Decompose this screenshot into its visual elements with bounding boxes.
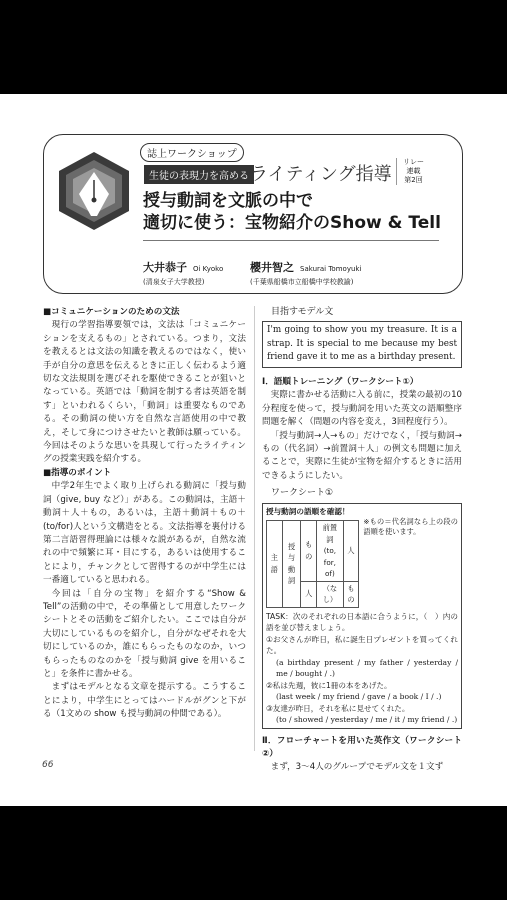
page-number: 66 xyxy=(42,760,54,770)
question-words: (to / showed / yesterday / me / it / my friend / .) xyxy=(276,715,458,725)
article-title xyxy=(143,190,441,234)
worksheet-heading: ワークシート① xyxy=(271,488,334,499)
relay-badge xyxy=(396,158,424,185)
worksheet-note: ※もの＝代名詞なら上の段の語順を使います。 xyxy=(363,517,458,537)
paragraph: まず，3～4人のグループでモデル文を１文ず xyxy=(270,762,444,773)
series-label: 生徒の表現力を高める xyxy=(144,165,254,184)
section-heading: Ⅰ．語順トレーニング（ワークシート①） xyxy=(262,376,419,387)
author-name: 大井恭子 xyxy=(143,261,187,274)
table-cell: 人 xyxy=(301,581,317,607)
word-order-table xyxy=(266,520,359,608)
left-column xyxy=(43,306,246,722)
paragraph: 「授与動詞→人→もの」だけでなく，「授与動詞→もの（代名詞）→前置詞＋人」の例文も問題に加えることで，実際に生徒が宝物を紹介するときに活用できるようにしたい。 xyxy=(262,430,462,481)
author-roman: Sakurai Tomoyuki xyxy=(300,265,362,273)
table-cell: 授与動詞 xyxy=(282,521,301,608)
workshop-tag: 誌上ワークショップ xyxy=(140,143,244,162)
author-affiliation: (千葉県船橋市立船橋中学校教諭) xyxy=(250,278,354,286)
model-text-box: I'm going to show you my treasure. It is a strap. It is special to me because my best friend gave it to me as a birthday present. xyxy=(262,321,462,368)
right-column xyxy=(262,306,462,775)
paragraph: 今回は「自分の宝物」を紹介する“Show & Tell”の活動の中で，その準備として用意したワークシートとその活動をご紹介したい。ここでは自分が大切にしているものを紹介し，自分がなぜそれを大切にしているのか，誰にもらったものなのか，いつもらったものなのかを「授与動詞 give を用いること」を条件に書かせる。 xyxy=(43,588,246,679)
relay-line: 連載 xyxy=(406,167,421,175)
fountain-pen-nib-logo xyxy=(55,150,133,232)
question: ②私は先週，彼に1冊の本をあげた。 xyxy=(266,680,392,690)
author-affiliation: (清泉女子大学教授) xyxy=(143,278,205,286)
series-title: ライティング指導 xyxy=(250,164,392,185)
table-cell: 主語 xyxy=(267,521,283,608)
question-words: (a birthday present / my father / yesterday / me / bought / .) xyxy=(276,657,458,679)
prep-label: 前置詞 xyxy=(322,523,338,544)
paragraph: 中学2年生でよく取り上げられる動詞に「授与動詞（give, buy など）」がある。この動詞は，主語＋動詞＋人＋もの，あるいは，主語＋動詞＋もの＋(to/for)人という文構造をとる。文法指導を裏付ける第二言語習得理論には様々な説があるが，自然な流れの中で頻繁に耳・目にする，あるいは使用することにより，チャンクとして習得するのが中学生には一番適していると思われる。 xyxy=(43,481,246,586)
relay-line: 第2回 xyxy=(404,176,423,184)
question: ③友達が昨日，それを私に見せてくれた。 xyxy=(266,703,410,713)
title-line-1: 授与動詞を文脈の中で xyxy=(143,191,313,211)
question: ①お父さんが昨日，私に誕生日プレゼントを買ってくれた。 xyxy=(266,634,458,656)
title-rule xyxy=(143,240,439,241)
paragraph: まずはモデルとなる文章を提示する。こうすることにより，中学生にとってはハードルがグンと下がる（1文めの show も授与動詞の仲間である）。 xyxy=(43,682,246,720)
section-heading: ■指導のポイント xyxy=(43,467,112,478)
table-cell: もの xyxy=(301,521,317,582)
paragraph: 現行の学習指導要領では，文法は「コミュニケーションを支えるもの」とされている。つまり，文法を教えるとは文法の知識を教えるのではなく，使い手が自分の意思を伝えるときに正しく伝わるよう適切な文法規則を選びそれを駆使できることが狙いとなっている。英語では「動詞を制する者は英語を制す」といわれるくらい，「動詞」は重要なものである。その動詞の使い方を自然な言語使用の中で教え，そして身につけさせたいと教師は願っている。今回はそのような思いを具現して行ったライティングの授業実践を紹介する。 xyxy=(43,320,246,465)
author-name: 櫻井智之 xyxy=(250,261,294,274)
worksheet-title: 授与動詞の語順を確認！ xyxy=(266,506,350,516)
section-heading: ■コミュニケーションのための文法 xyxy=(43,307,180,317)
author-1 xyxy=(143,259,223,287)
task-instruction: TASK：次のそれぞれの日本語に合うように，（ ）内の語を並び替えましょう。 xyxy=(266,611,458,633)
document-page xyxy=(0,94,507,806)
title-line-2: 適切に使う：宝物紹介のShow & Tell xyxy=(143,213,441,233)
column-divider xyxy=(254,306,255,751)
question-words: (last week / my friend / gave / a book / I / .) xyxy=(276,692,442,702)
section-heading: Ⅱ．フローチャートを用いた英作文（ワークシート②） xyxy=(262,735,462,759)
table-cell: （なし） xyxy=(317,581,344,607)
author-2 xyxy=(250,259,361,287)
paragraph: 実際に書かせる活動に入る前に，授業の最初の10分程度を使って，授与動詞を用いた英文の語順整序問題を解く（問題の内容を変え，3回程度行う）。 xyxy=(262,390,462,428)
worksheet-box xyxy=(262,503,462,729)
table-cell xyxy=(317,521,344,582)
model-heading: 目指すモデル文 xyxy=(271,307,334,317)
table-cell: もの xyxy=(343,581,359,607)
relay-line: リレー xyxy=(403,158,424,166)
table-cell: 人 xyxy=(343,521,359,582)
prep-examples: (to, for, of) xyxy=(323,546,337,579)
author-roman: Oi Kyoko xyxy=(193,265,224,273)
